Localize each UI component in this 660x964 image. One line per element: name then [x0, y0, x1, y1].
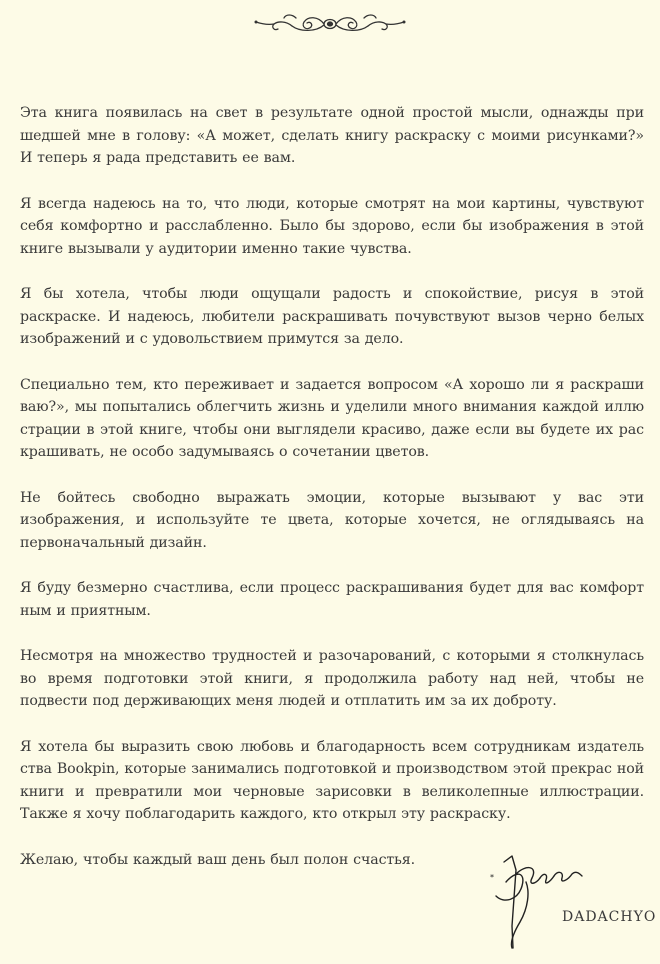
decorative-ornament-icon	[252, 10, 408, 38]
paragraph: Я бы хотела, чтобы люди ощущали радость и спокойствие, рисуя в этой раскраске. И надеюсь, любители раскрашивать почувствуют вызов черно белых изображений и с удовольствием примутся за дело.	[20, 286, 644, 347]
paragraph: Эта книга появилась на свет в результате одной простой мысли, однажды при шедшей мне в голову: «А может, сделать книгу раскраску с моими рисунками?» И теперь я рада представить ее вам.	[20, 105, 644, 166]
svg-text:*: *	[490, 873, 494, 882]
paragraph: Я всегда надеюсь на то, что люди, которые смотрят на мои картины, чувствуют себя комфортно и расслабленно. Было бы здорово, если бы изображения в этой книге вызывали у аудитории именно такие чувства.	[20, 195, 644, 257]
paragraph: Специально тем, кто переживает и задается вопросом «А хорошо ли я раскраши ваю?», мы попытались облегчить жизнь и уделили много внимания каждой иллю страции в этой книге, чтобы они выглядели красиво, даже если вы будете их рас крашивать, не особо задумываясь о сочетании цветов.	[20, 376, 644, 460]
body-text	[20, 102, 644, 871]
author-name: DADACHYO	[562, 909, 657, 925]
paragraph: Не бойтесь свободно выражать эмоции, которые вызывают у вас эти изображения, и используйте те цвета, которые хочется, не оглядываясь на первоначальный дизайн.	[20, 489, 644, 551]
handwritten-signature	[482, 852, 592, 952]
paragraph: Несмотря на множество трудностей и разочарований, с которыми я столкнулась во время подготовки этой книги, я продолжила работу над ней, чтобы не подвести под держивающих меня людей и отплатить им за их доброту.	[20, 648, 644, 709]
paragraph: Я хотела бы выразить свою любовь и благодарность всем сотрудникам издатель ства Bookpin, которые занимались подготовкой и производством этой прекрас ной книги и превратили мои черновые зарисовки в великолепные иллюстрации. Также я хочу поблагодарить каждого, кто открыл эту раскраску.	[20, 738, 644, 822]
paragraph: Я буду безмерно счастлива, если процесс раскрашивания будет для вас комфорт ным и приятным.	[20, 580, 644, 619]
paragraph: Желаю, чтобы каждый ваш день был полон счастья.	[20, 851, 416, 868]
